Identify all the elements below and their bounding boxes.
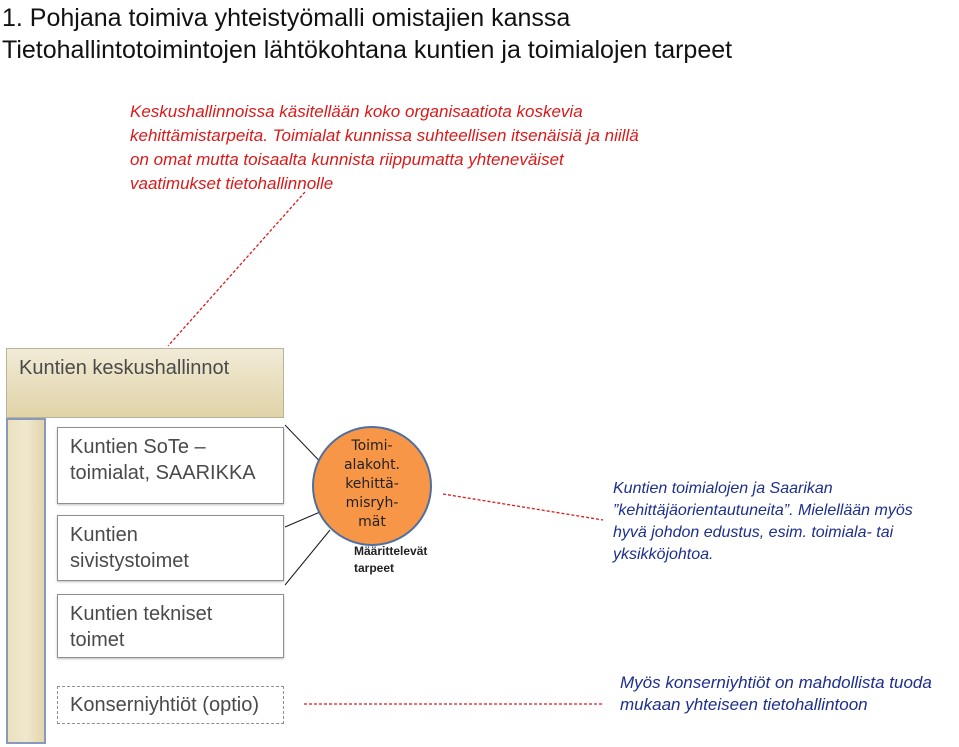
circle-label-line: misryh-	[345, 495, 399, 511]
top-note-line: Keskushallinnoissa käsitellään koko organisaatiota koskevia	[130, 102, 583, 121]
circle-label-line: alakoht.	[343, 457, 401, 473]
development-group-circle	[312, 426, 432, 546]
right-note-line: yksikköjohtoa.	[613, 546, 714, 563]
bottom-note	[620, 672, 956, 716]
circle-caption-line: tarpeet	[354, 561, 395, 575]
central-admin-box	[6, 348, 284, 418]
right-note-line: ”kehittäjäorientautuneita”. Mielellään myös	[613, 502, 913, 519]
circle-label-line: Toimi-	[351, 438, 393, 454]
top-note-line: kehittämistarpeita. Toimialat kunnissa suhteellisen itsenäisiä ja niillä	[130, 126, 639, 145]
unit-box-sote	[57, 427, 284, 504]
circle-to-right-note-connector	[443, 494, 603, 520]
bottom-note-line: mukaan yhteiseen tietohallintoon	[620, 695, 868, 714]
unit-label-line: toimet	[70, 629, 125, 651]
bottom-note-line: Myös konserniyhtiöt on mahdollista tuoda	[620, 673, 932, 692]
side-bar	[6, 418, 46, 744]
right-note-line: hyvä johdon edustus, esim. toimiala- tai	[613, 524, 894, 541]
circle-caption	[354, 543, 450, 577]
unit-label-line: Kuntien	[70, 524, 138, 546]
unit-label-line: Kuntien tekniset	[70, 603, 213, 625]
circle-label-line: kehittä-	[345, 476, 399, 492]
unit-box-tekniset	[57, 594, 284, 658]
unit-label-line: toimialat, SAARIKKA	[70, 462, 256, 484]
unit-label-line: Kuntien SoTe –	[70, 436, 206, 458]
unit-box-sivistys	[57, 515, 284, 581]
circle-label-line: mät	[358, 514, 386, 530]
top-note-connector	[168, 192, 305, 346]
right-note-line: Kuntien toimialojen ja Saarikan	[613, 480, 833, 497]
central-admin-label: Kuntien keskushallinnot	[19, 357, 230, 379]
unit-box-konserni	[57, 686, 284, 724]
top-note-line: on omat mutta toisaalta kunnista riippumatta yhteneväiset	[130, 150, 564, 169]
right-note	[613, 478, 957, 566]
unit-label-line: Konserniyhtiöt (optio)	[70, 694, 259, 716]
title-line-2: Tietohallintotoimintojen lähtökohtana kuntien ja toimialojen tarpeet	[2, 36, 733, 64]
top-note-line: vaatimukset tietohallinnolle	[130, 174, 334, 193]
circle-caption-line: Määrittelevät	[354, 544, 428, 558]
bracket-to-circle-bottom	[285, 530, 330, 585]
title-line-1: 1. Pohjana toimiva yhteistyömalli omistajien kanssa	[2, 4, 571, 32]
unit-label-line: sivistystoimet	[70, 550, 189, 572]
